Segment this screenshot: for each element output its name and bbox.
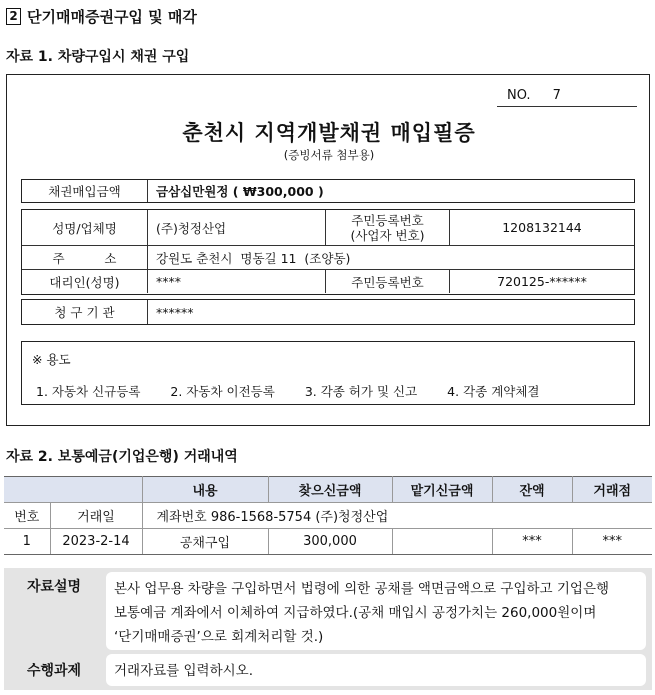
holder-info-box (21, 209, 635, 295)
usage-box (21, 341, 635, 405)
header-blank (4, 477, 142, 503)
header-content: 내용 (142, 477, 268, 503)
purchase-amount-row (21, 179, 635, 203)
address-value: 강원도 춘천시 명동길 11 (조양동) (156, 250, 351, 266)
task-text: 거래자료를 입력하시오. (106, 654, 646, 686)
section-title (6, 6, 197, 27)
description-line: 본사 업무용 차량을 구입하면서 법령에 의한 공채를 액면금액으로 구입하고 기업은행 (114, 581, 610, 597)
no-label: NO. (507, 88, 531, 103)
name-label: 성명/업체명 (22, 210, 148, 245)
certificate-number (497, 85, 637, 107)
name-value: (주)청정산업 (148, 210, 326, 245)
description-label: 자료설명 (26, 579, 82, 595)
claim-value: ****** (156, 304, 194, 320)
header-deposit: 맡기신금액 (392, 477, 492, 503)
row-withdraw: 300,000 (268, 529, 392, 555)
account-info: 계좌번호 986-1568-5754 (주)청정산업 (142, 503, 652, 529)
table-subheader-row (4, 503, 652, 529)
row-branch: *** (572, 529, 652, 555)
usage-item: 2. 자동차 이전등록 (170, 384, 275, 399)
agent-label: 대리인(성명) (22, 270, 148, 293)
reg-label-line2: (사업자 번호) (350, 227, 425, 243)
sub-no: 번호 (4, 503, 50, 529)
name-row (22, 210, 634, 246)
usage-item: 3. 각종 허가 및 신고 (304, 384, 418, 399)
description-text (106, 572, 646, 650)
address-label: 주 소 (22, 246, 148, 269)
header-balance: 잔액 (492, 477, 572, 503)
header-withdraw: 찾으신금액 (268, 477, 392, 503)
material1-heading: 자료 1. 차량구입시 채권 구입 (6, 49, 190, 65)
usage-item: 1. 자동차 신규등록 (36, 384, 141, 399)
row-no: 1 (4, 529, 50, 555)
usage-title: ※ 용도 (32, 352, 71, 367)
agent-row (22, 270, 634, 293)
certificate-title: 춘천시 지역개발채권 매입필증 (182, 121, 476, 145)
reg-label-line1: 주민등록번호 (351, 212, 424, 228)
row-deposit (392, 529, 492, 555)
certificate-subtitle: (증빙서류 첨부용) (283, 148, 375, 162)
sub-date: 거래일 (50, 503, 142, 529)
agent-reg-label: 주민등록번호 (326, 270, 450, 293)
purchase-amount-label: 채권매입금액 (22, 180, 148, 202)
description-panel (4, 568, 652, 690)
claim-agency-row (21, 299, 635, 325)
bond-certificate (6, 74, 650, 426)
table-header-row (4, 477, 652, 503)
row-content: 공채구입 (142, 529, 268, 555)
section-number: 2 (6, 8, 21, 25)
section-title-text: 단기매매증권구입 및 매각 (27, 8, 197, 26)
purchase-amount-value: 금삼십만원정 ( ₩300,000 ) (156, 184, 324, 199)
task-label: 수행과제 (26, 663, 82, 679)
row-balance: *** (492, 529, 572, 555)
agent-value: **** (148, 270, 326, 293)
row-date: 2023-2-14 (50, 529, 142, 555)
description-line: ‘단기매매증권’으로 회계처리할 것.) (114, 629, 324, 645)
material2-heading: 자료 2. 보통예금(기업은행) 거래내역 (6, 449, 238, 465)
table-row (4, 529, 652, 555)
no-value: 7 (552, 88, 561, 103)
reg-value: 1208132144 (502, 220, 582, 235)
claim-label: 청 구 기 관 (22, 300, 148, 324)
transaction-table (4, 476, 652, 555)
address-row (22, 246, 634, 270)
header-branch: 거래점 (572, 477, 652, 503)
usage-list (36, 382, 540, 400)
agent-reg-value: 720125-****** (497, 274, 587, 289)
reg-label (326, 210, 450, 245)
description-line: 보통예금 계좌에서 이체하여 지급하였다.(공채 매입시 공정가치는 260,000원이며 (114, 605, 597, 621)
usage-item: 4. 각종 계약체결 (447, 384, 540, 399)
